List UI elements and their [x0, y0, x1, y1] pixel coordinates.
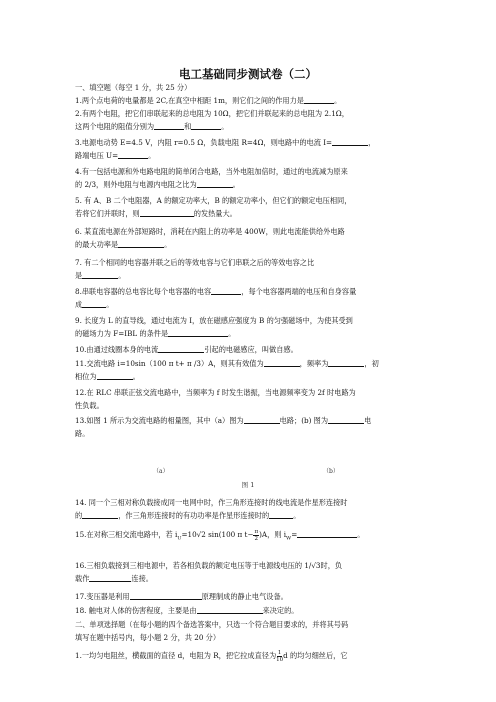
fraction-pi-over-2: $\frac{\pi}{2}$ — [254, 528, 259, 542]
question-11: 11.交流电路 i=10sin（100 π t+ π /3）A，则其有效值为 ，频率为 ，初 相位为 。 — [75, 359, 379, 381]
answer-blank[interactable] — [158, 344, 204, 353]
section-heading-multiple-choice: 二、单项选择题（在每小题的四个备选答案中，只选一个符合题目要求的，并将其号码 填写在题中括号内，每小题 2 分，共 20 分） — [75, 620, 349, 642]
answer-blank[interactable] — [197, 179, 233, 188]
answer-blank[interactable] — [154, 121, 184, 130]
answer-blank[interactable] — [264, 358, 300, 367]
answer-blank[interactable] — [211, 286, 241, 295]
question-5: 5. 有 A、B 二个电阻器，A 的额定功率大，B 的额定功率小，但它们的额定电压相同， 若将它们并联时，则 的发热量大。 — [75, 196, 352, 218]
answer-blank[interactable] — [97, 371, 133, 380]
question-6: 6. 某直流电源在外部短路时，消耗在内阻上的功率是 400W，则此电流能供给外电路 的最大功率是 。 — [75, 227, 345, 249]
question-18: 18. 触电对人体的伤害程度，主要是由 来决定的。 — [75, 606, 299, 615]
answer-blank[interactable] — [118, 150, 148, 159]
question-9: 9. 长度为 L 的直导线，通过电流为 I，放在磁感应强度为 B 的匀强磁场中，为使其受到 的磁场力为 F=IBL 的条件是 。 — [75, 316, 353, 338]
question-4: 4.有一包括电源和外电路电阻的简单闭合电路，当外电阻加倍时，通过的电流减为原来 的 2/3，则外电阻与电源内电阻之比为 。 — [75, 167, 348, 189]
answer-blank[interactable] — [269, 510, 293, 519]
answer-blank[interactable] — [140, 208, 194, 217]
answer-blank[interactable] — [328, 415, 364, 424]
fraction-one-tenth: $\frac{1}{10}$ — [276, 649, 284, 663]
answer-blank[interactable] — [332, 137, 368, 146]
question-2: 2.有两个电阻，把它们串联起来的总电阻为 10Ω，把它们并联起来的总电阻为 2.1Ω， 这两个电阻的阻值分别为 和 。 — [75, 109, 349, 131]
answer-blank[interactable] — [168, 328, 228, 337]
answer-blank[interactable] — [82, 299, 106, 308]
answer-blank[interactable] — [297, 529, 357, 538]
question-1: 1.两个点电荷的电量都是 2C,在真空中相距 1m，则它们之间的作用力是 。 — [75, 96, 342, 105]
figure-1-caption: 图 1 — [241, 481, 255, 489]
question-17: 17.变压器是利用 原理制成的静止电气设备。 — [75, 592, 288, 601]
answer-blank[interactable] — [118, 239, 164, 248]
section-heading-fill-in: 一、填空题（每空 1 分，共 25 分） — [75, 83, 192, 92]
question-16: 16.三相负载接到三相电源中，若各相负载的额定电压等于电源线电压的 1/√3时，负 载作 连接。 — [75, 561, 343, 583]
question-7: 7. 有二个相同的电容器并联之后的等效电容与它们串联之后的等效电容之比 是 。 — [75, 258, 315, 280]
question-15: 15.在对称三相交流电路中，若 $i_U=10√2$ sin(100 π t− $\frac{\pi}{2}$ )A，则 $i_W=$ 。 — [75, 528, 365, 542]
question-10: 10.由通过线圈本身的电流 引起的电磁感应，叫做自感。 — [75, 345, 298, 354]
answer-blank[interactable] — [130, 591, 202, 600]
question-mc-1: 1.一均匀电阻丝，横截面的直径 d，电阻为 R，把它拉成直径为 $\frac{1}{10}$ d 的均匀细丝后，它 — [75, 649, 348, 663]
answer-blank[interactable] — [304, 95, 334, 104]
answer-blank[interactable] — [328, 358, 364, 367]
figure-label-a: （a） — [153, 468, 169, 475]
question-8: 8.串联电容器的总电容比每个电容器的电容 ，每个电容器两端的电压和自身容量 成 。 — [75, 287, 357, 309]
page-title: 电工基础同步测试卷（二） — [179, 67, 317, 81]
figure-label-b: （b） — [323, 468, 339, 475]
question-3: 3.电源电动势 E=4.5 V，内阻 r=0.5 Ω，负载电阻 R=4Ω，则电路中的电流 I= ， 路端电压 U= 。 — [75, 138, 376, 160]
question-14: 14. 同一个三相对称负载接成同一电网中时，作三角形连接时的线电流是作星形连接时 的 ，作三角形连接时的有功功率是作星形连接时的 。 — [75, 498, 348, 520]
question-13: 13.如图 1 所示为交流电路的相量图，其中（a）图为 电路；(b) 图为 电 路。 — [75, 416, 372, 438]
answer-blank[interactable] — [89, 573, 131, 582]
answer-blank[interactable] — [244, 415, 280, 424]
answer-blank[interactable] — [191, 121, 221, 130]
question-12: 12.在 RLC 串联正弦交流电路中，当频率为 f 时发生谐振，当电源频率变为 2f 时电路为 性负载。 — [75, 388, 356, 410]
answer-blank[interactable] — [82, 510, 118, 519]
answer-blank[interactable] — [82, 270, 118, 279]
answer-blank[interactable] — [197, 605, 263, 614]
